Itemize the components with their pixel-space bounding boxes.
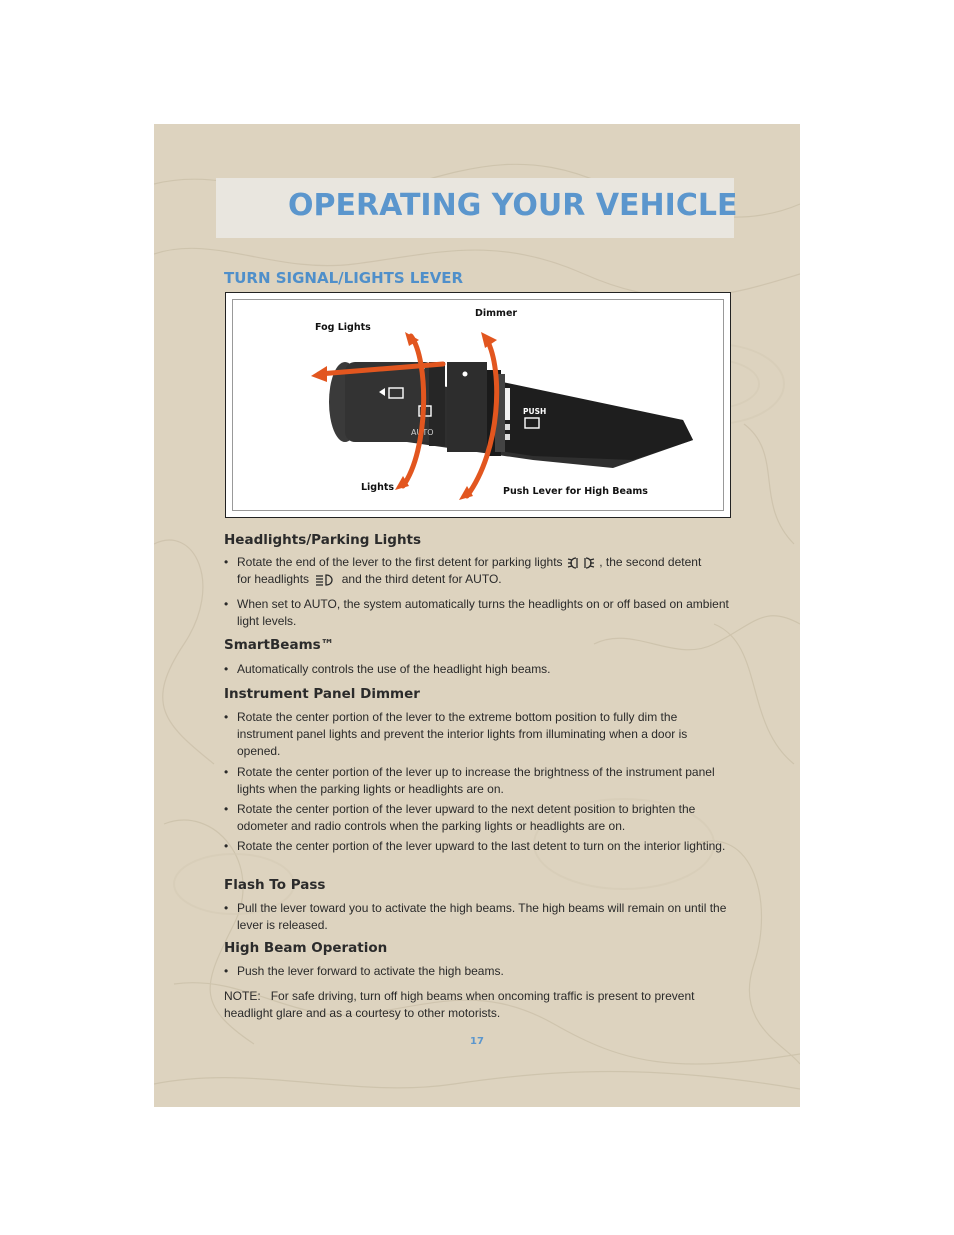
section-title: TURN SIGNAL/LIGHTS LEVER (224, 269, 464, 287)
bullet-dot: • (224, 839, 229, 853)
headlights-b2: When set to AUTO, the system automatically turns the headlights on or off based on ambient light levels. (237, 597, 729, 628)
smartbeams-b1: Automatically controls the use of the headlight high beams. (237, 662, 551, 676)
note-text: For safe driving, turn off high beams when oncoming traffic is present to prevent headlight glare and as a courtesy to other motorists. (224, 989, 695, 1020)
bullet-dot: • (224, 765, 229, 779)
note-block (224, 988, 732, 1022)
lever-figure-inner (232, 299, 724, 511)
list-item (224, 709, 732, 760)
bullet-dot: • (224, 662, 229, 676)
bullet-dot: • (224, 901, 229, 915)
list-item (224, 554, 732, 590)
dimmer-b3: Rotate the center portion of the lever upward to the next detent position to brighten the odometer and radio controls when the parking lights or headlights are on. (237, 802, 696, 833)
manual-page (154, 124, 800, 1107)
dimmer-b4: Rotate the center portion of the lever upward to the last detent to turn on the interior lighting. (237, 839, 726, 853)
dimmer-heading: Instrument Panel Dimmer (224, 686, 420, 702)
flash-b1: Pull the lever toward you to activate the high beams. The high beams will remain on until the lever is released. (237, 901, 727, 932)
lights-label: Lights (361, 482, 395, 493)
page-number: 17 (470, 1036, 484, 1047)
bullet-dot: • (224, 710, 229, 724)
list-item (224, 900, 732, 934)
list-item (224, 963, 732, 980)
push-mark: PUSH (523, 407, 547, 416)
push-lever-label: Push Lever for High Beams (503, 486, 648, 497)
list-item (224, 661, 732, 678)
list-item (224, 596, 732, 630)
off-mark: O (419, 363, 426, 372)
headlights-b1-part2: , the second detent (599, 555, 702, 569)
lever-figure (225, 292, 731, 518)
fog-lights-label: Fog Lights (315, 322, 371, 333)
dimmer-b2: Rotate the center portion of the lever up to increase the brightness of the instrument panel lights when the parking lights or headlights are on. (237, 765, 715, 796)
list-item (224, 764, 732, 798)
smartbeams-heading: SmartBeams™ (224, 637, 335, 653)
note-label: NOTE: (224, 989, 261, 1003)
bullet-dot: • (224, 802, 229, 816)
bullet-dot: • (224, 597, 229, 611)
headlights-b1-part1: Rotate the end of the lever to the first detent for parking lights (237, 555, 563, 569)
bullet-dot: • (224, 964, 229, 978)
lever-illustration (233, 300, 723, 510)
headlights-b1-part4: and the third detent for AUTO. (341, 572, 502, 586)
headlights-heading: Headlights/Parking Lights (224, 532, 422, 548)
list-item (224, 838, 732, 872)
dimmer-label: Dimmer (475, 308, 518, 319)
flash-heading: Flash To Pass (224, 877, 326, 893)
page-title: OPERATING YOUR VEHICLE (288, 188, 738, 223)
headlights-icon (312, 573, 338, 587)
parking-lights-icon (566, 556, 596, 570)
headlights-b1-part3: for headlights (237, 572, 310, 586)
dimmer-b1: Rotate the center portion of the lever to the extreme bottom position to fully dim the instrument panel lights and prevent the interior lights from illuminating when a door is opened. (237, 710, 688, 758)
list-item (224, 801, 732, 835)
highbeam-heading: High Beam Operation (224, 940, 388, 956)
bullet-dot: • (224, 555, 229, 569)
highbeam-b1: Push the lever forward to activate the high beams. (237, 964, 504, 978)
auto-mark: AUTO (411, 428, 434, 437)
